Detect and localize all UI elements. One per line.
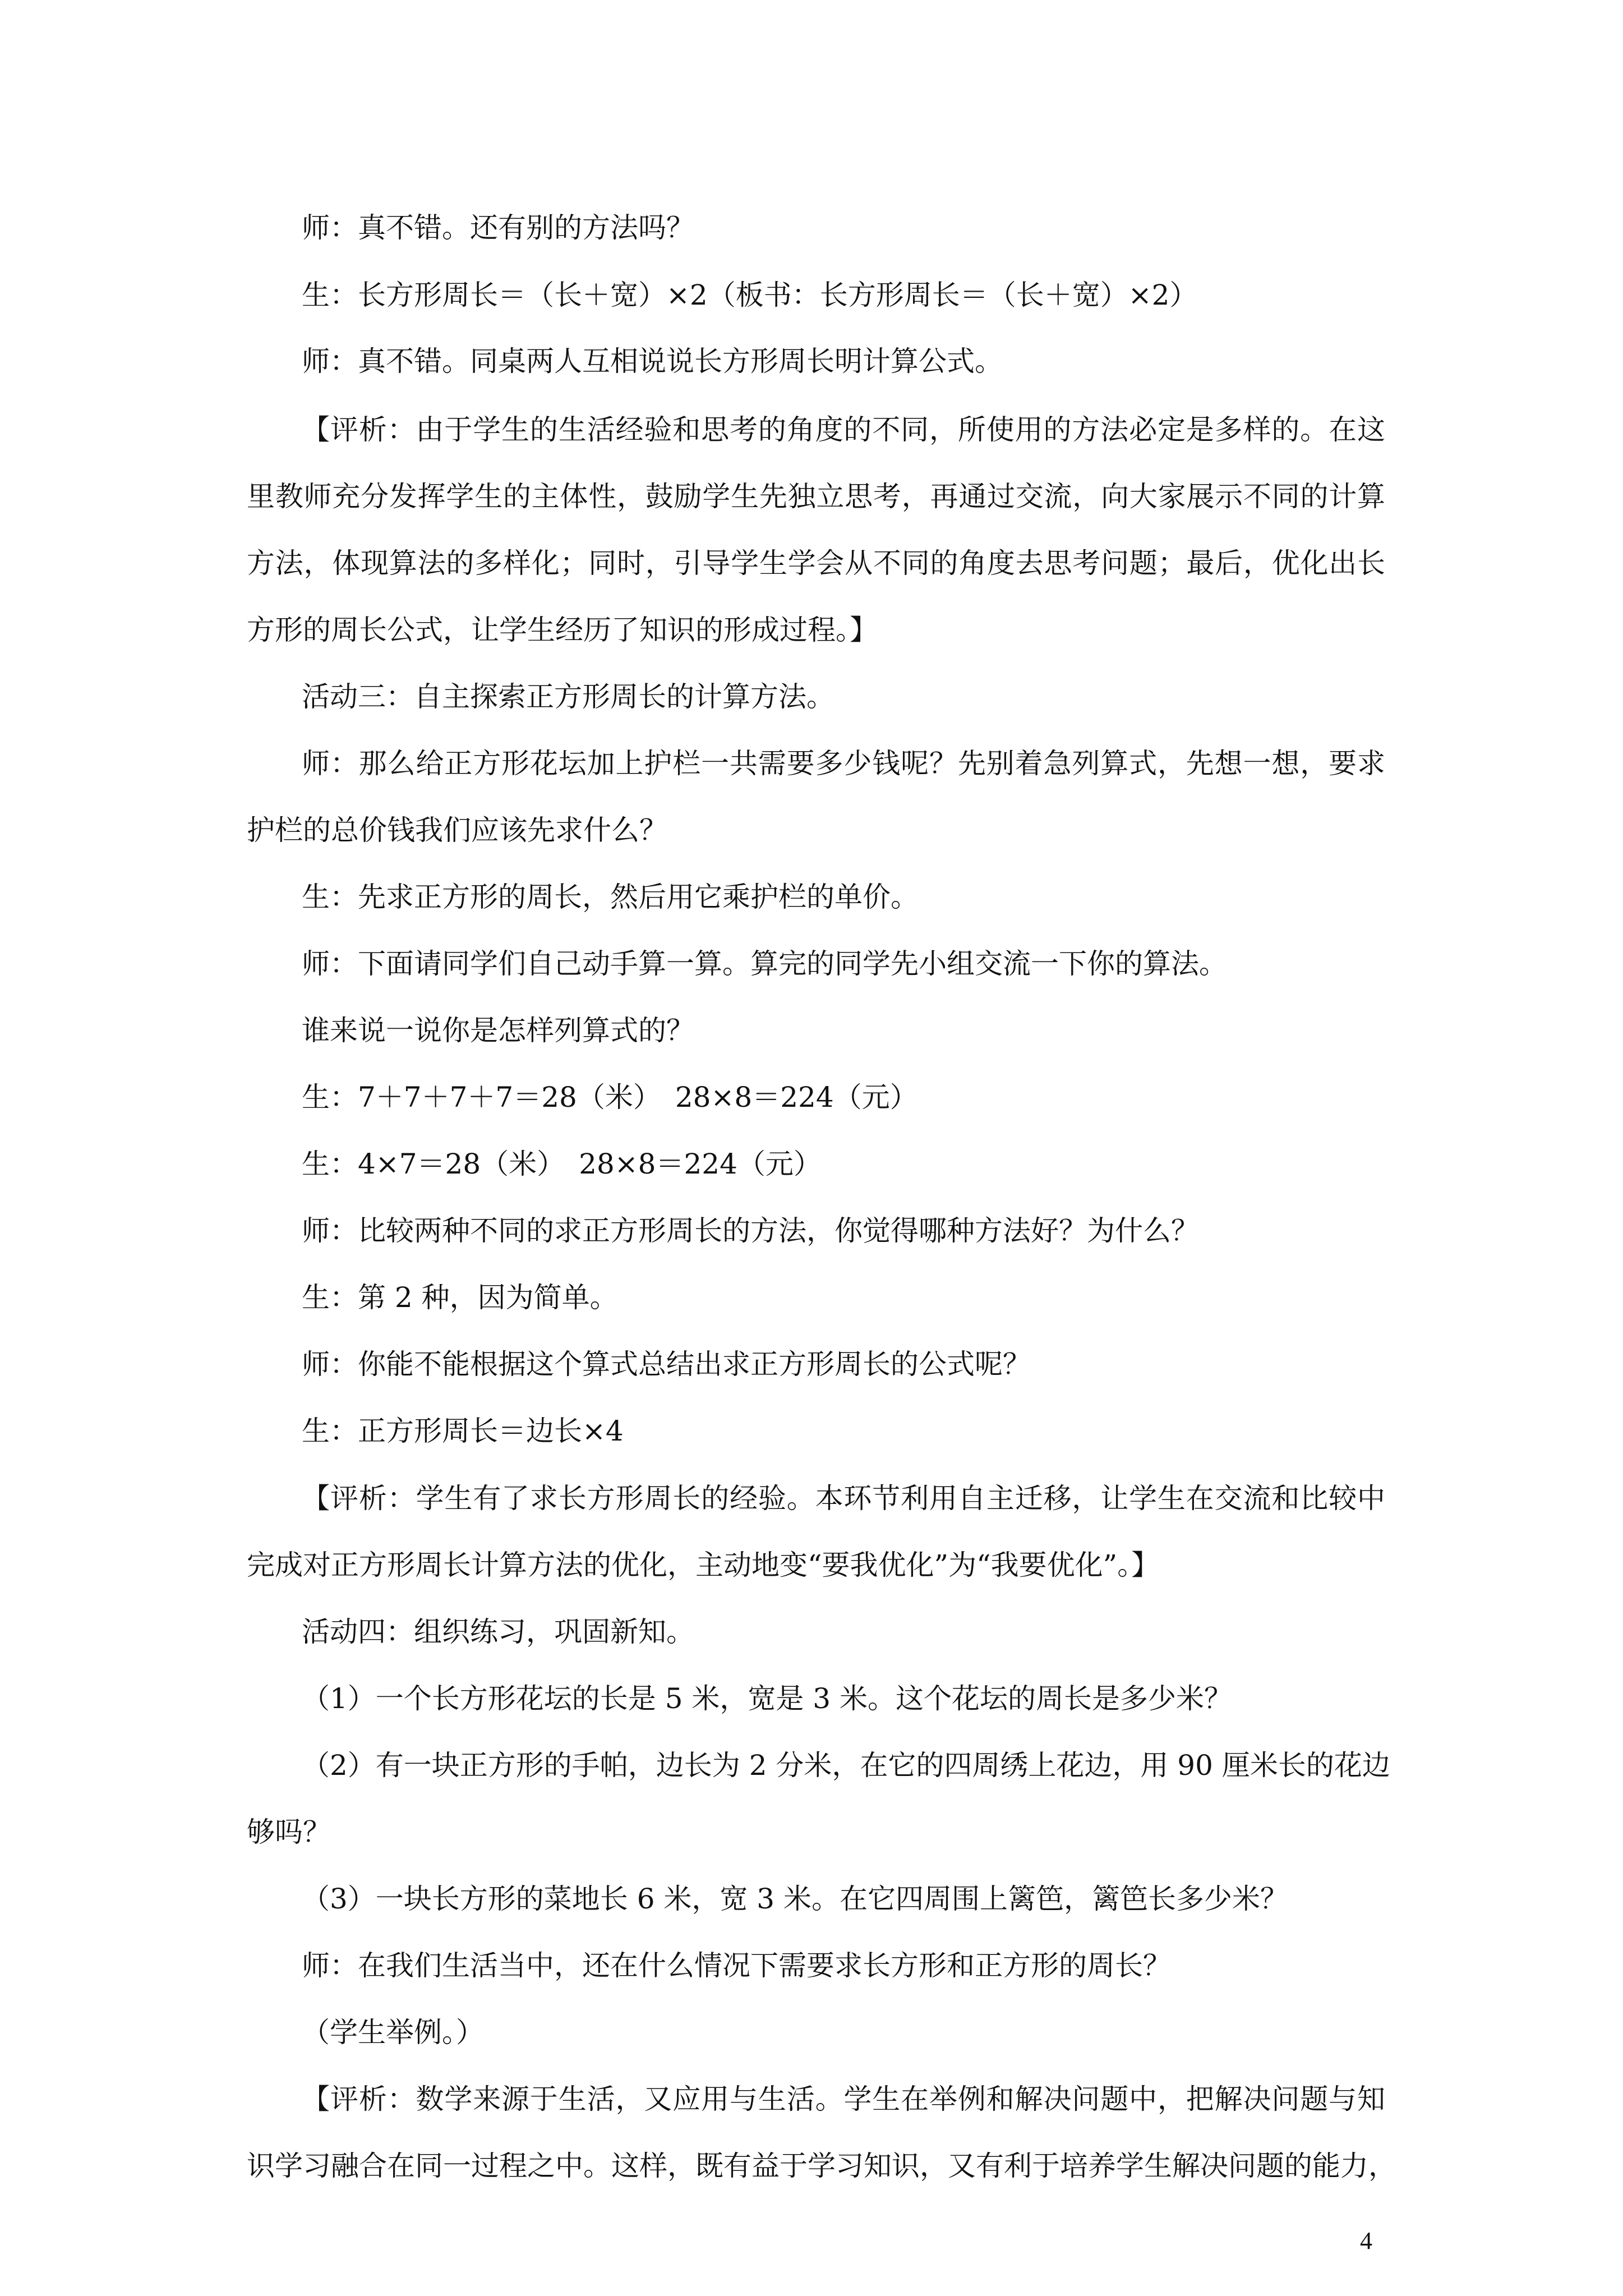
dialogue-line: 谁来说一说你是怎样列算式的？ xyxy=(302,1014,694,1047)
exercise-item: 够吗？ xyxy=(247,1816,331,1848)
page-number: 4 xyxy=(1360,2227,1372,2254)
dialogue-line: 生：长方形周长＝（长＋宽）×2（板书：长方形周长＝（长＋宽）×2） xyxy=(302,279,1198,311)
commentary-line: 完成对正方形周长计算方法的优化，主动地变“要我优化”为“我要优化”。】 xyxy=(247,1549,1160,1581)
dialogue-line: 生：先求正方形的周长，然后用它乘护栏的单价。 xyxy=(302,881,919,913)
dialogue-line: （学生举例。） xyxy=(302,2016,484,2049)
commentary-line: 【评析：学生有了求长方形周长的经验。本环节利用自主迁移，让学生在交流和比较中 xyxy=(302,1482,1385,1515)
commentary-line: 方形的周长公式，让学生经历了知识的形成过程。】 xyxy=(247,614,878,646)
activity-heading: 活动四：组织练习，巩固新知。 xyxy=(302,1616,694,1648)
exercise-item: （3）一块长方形的菜地长 6 米，宽 3 米。在它四周围上篱笆，篱笆长多少米？ xyxy=(302,1883,1289,1915)
activity-heading: 活动三：自主探索正方形周长的计算方法。 xyxy=(302,680,834,713)
commentary-line: 【评析：由于学生的生活经验和思考的角度的不同，所使用的方法必定是多样的。在这 xyxy=(302,413,1385,446)
dialogue-line: 师：那么给正方形花坛加上护栏一共需要多少钱呢？先别着急列算式，先想一想，要求 xyxy=(302,747,1385,780)
dialogue-line: 师：比较两种不同的求正方形周长的方法，你觉得哪种方法好？为什么？ xyxy=(302,1214,1199,1247)
dialogue-line: 护栏的总价钱我们应该先求什么？ xyxy=(247,814,667,846)
dialogue-line: 师：在我们生活当中，还在什么情况下需要求长方形和正方形的周长？ xyxy=(302,1949,1171,1982)
dialogue-line: 生：第 2 种，因为简单。 xyxy=(302,1281,618,1314)
dialogue-line: 师：下面请同学们自己动手算一算。算完的同学先小组交流一下你的算法。 xyxy=(302,947,1227,980)
commentary-line: 识学习融合在同一过程之中。这样，既有益于学习知识，又有利于培养学生解决问题的能力， xyxy=(247,2150,1396,2182)
exercise-item: （2）有一块正方形的手帕，边长为 2 分米，在它的四周绣上花边，用 90 厘米长的花边 xyxy=(302,1749,1390,1782)
dialogue-line: 生：7＋7＋7＋7＝28（米） 28×8＝224（元） xyxy=(302,1081,918,1114)
commentary-line: 方法，体现算法的多样化；同时，引导学生学会从不同的角度去思考问题；最后，优化出长 xyxy=(247,547,1385,579)
dialogue-line: 师：真不错。同桌两人互相说说长方形周长明计算公式。 xyxy=(302,345,1003,378)
exercise-item: （1）一个长方形花坛的长是 5 米，宽是 3 米。这个花坛的周长是多少米？ xyxy=(302,1682,1233,1715)
commentary-line: 【评析：数学来源于生活，又应用与生活。学生在举例和解决问题中，把解决问题与知 xyxy=(302,2083,1385,2115)
dialogue-line: 师：真不错。还有别的方法吗？ xyxy=(302,211,694,244)
dialogue-line: 生：正方形周长＝边长×4 xyxy=(302,1415,624,1447)
dialogue-line: 生：4×7＝28（米） 28×8＝224（元） xyxy=(302,1148,822,1180)
dialogue-line: 师：你能不能根据这个算式总结出求正方形周长的公式呢？ xyxy=(302,1348,1031,1381)
commentary-line: 里教师充分发挥学生的主体性，鼓励学生先独立思考，再通过交流，向大家展示不同的计算 xyxy=(247,480,1385,513)
